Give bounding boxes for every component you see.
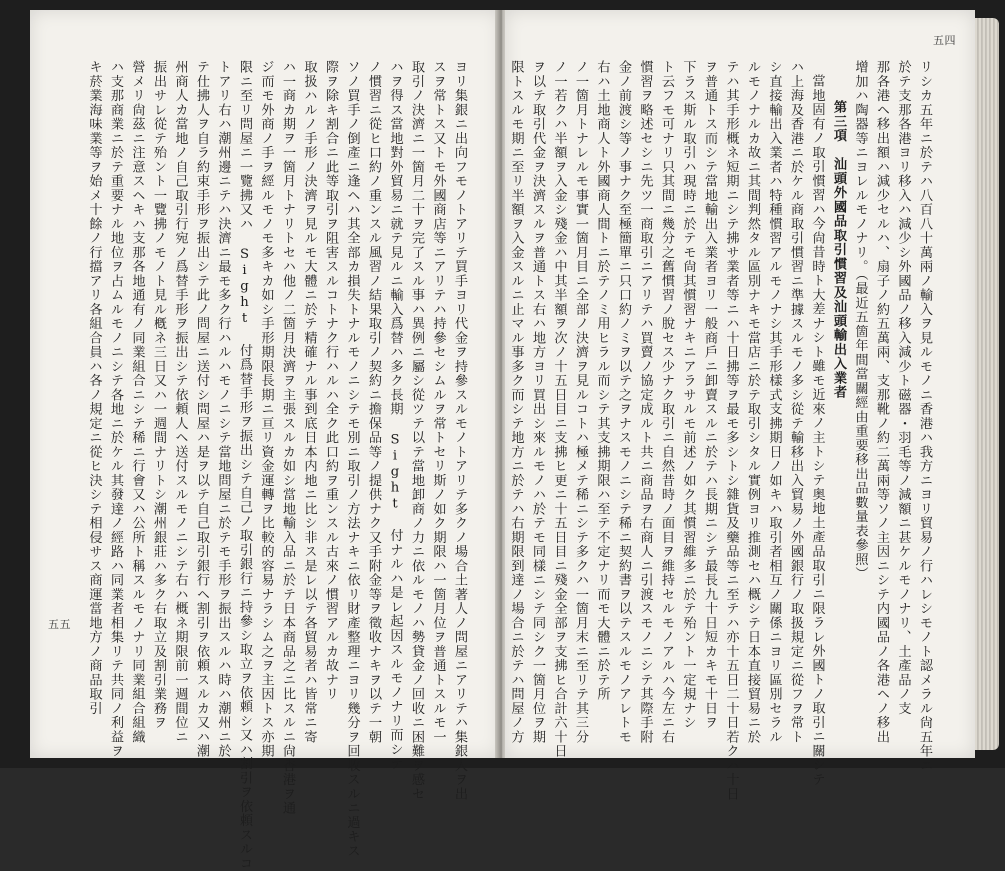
text-line: ジ而モ外商ノ手ヲ經ルモノモ多キカ如シ手形期限長期ニ亘リ資金運轉ヲ比較的容易ナラシム之ヲ主因トス亦期 xyxy=(258,60,274,759)
text-line: 際ヲ除キ割合ニ此等取引ヲ阻害スルコトナク行ハルハ全ク此口約ヲ重ンスル古來ノ慣習アルカ故ナリ xyxy=(323,60,338,702)
right-page-text xyxy=(508,60,935,801)
text-line: 增加ハ陶器等ニヨレルモノナリ。（最近五箇年間當關經由重要移出品數量表參照） xyxy=(852,60,868,581)
text-line: 營メリ尙茲ニ注意スヘキハ支那各地通有ノ同業組合ニシテ稀ニ行會又ハ公所ト稱スルモノナリ同業組合組織 xyxy=(129,60,145,744)
text-line: ハヲ得ス當地對外貿易ニ就テ見ルニ輸入爲替ハ多ク長期 Sight 付ナルハ是レ起因スルモノナリ而シテ xyxy=(387,60,403,771)
left-page xyxy=(30,10,500,871)
text-line: 慣習ヲ略述セシニ先ツ一商取引ニアリテハ買賣ノ協定成ルト共ニ商品ヲ右商人ニ引渡スモノニシテ其際手附 xyxy=(637,60,653,744)
text-line: 於テ支那各港ヨリ移入ハ減少シ外國品ノ移入減少ト磁器・羽毛等ノ減額ニ甚ケルモノナリ、土產品ノ支 xyxy=(895,60,911,716)
text-line: ヲ以テ取引代金ヲ決濟スルヲ普通トス右ハ地方ヨリ買出シ來ルモノハ於テモ同樣ニシテ同シク一箇月位ヲ期 xyxy=(530,60,545,744)
text-line: ヲ普通トス而シテ當地輸出入業者ヨリ一般商戶ニ卸賣スルニ於テハ長期ニシテ最長九十日短カキモ十日ヲ xyxy=(702,60,717,730)
text-line: テハ其手形概ネ短期ニシテ拂サ業者等ニハ十日拂等ヲ最モ多シトシ雜貨及藥品等ニ至テハ亦十五日二十日若クハ十日 xyxy=(723,60,739,801)
text-line: ハ上海及香港ニ於ケル商取引慣習ニ準據スルモノ多シ從テ輸移出入貿易ノ外國銀行ノ取扱規定ニ從フヲ常ト xyxy=(788,60,803,744)
text-line: 那各港ヘ移出額ハ減少セルハ、扇子ノ約五萬兩、支那靴ノ約二萬兩等ソノ主因ニシテ内國品ノ各港ヘノ移出 xyxy=(874,60,889,744)
text-line: ノ一箇月トナレルモ事實一箇月目ニ全部ノ決濟ヲ見ルコトハ極メテ稀ニシテ多クハ一箇月末ニ至リテ其三分 xyxy=(573,60,588,744)
text-line: 金ノ前渡シ等ノ事ナク至極簡單ニ只口約ノミヲ以テ之ヲナスモノニシテ稀ニ契約書ヲ以テスルモノアレトモ xyxy=(616,60,631,744)
text-line: 振出サレ從テ殆ント一覽拂ノモノト見ル槪ネ三日又ハ一週間ナリトシ潮州銀莊ハ多ク右取立及割引業務ヲ xyxy=(151,60,166,730)
text-line: ノ慣習ニ從ヒ口約ノ重ンスル風習ノ結果取引ノ契約ニ擔保品等ノ提供ナク又手附金等ヲ徵收ナキヲ以テ一朝 xyxy=(366,60,381,744)
text-line: 州商人カ當地ノ自己取引行宛ノ爲替手形ヲ振出シテ依頼人ヘ送付スルモノニシテ右ハ概ネ期限前一週間位ニ xyxy=(172,60,188,744)
text-line: ハ一商カ期ヲ一箇月トナリトセハ他ノ二箇月決濟ヲ主張スルカ如シ當地輸入品ニ於テ日本商品之ニ比スルニ尙香港ヲ通 xyxy=(280,60,295,816)
text-line: 限ニ至リ問屋ニ一覽拂又ハ Sight 付爲替手形ヲ振出シテ自己ノ取引銀行ニ持參シ取立ヲ依頼シ又ハ割引ヲ依頼スルコ xyxy=(237,60,252,871)
text-line: 右ハ土地商人ト外國商人間トニ於テノミ用ヒラル而シテ其支拂期限ハ至テ不定ナリ而モ大體ニ於テ所 xyxy=(594,60,610,702)
text-line: テ仕拂人ヲ自ラ約束手形ヲ振出シテ此ノ問屋ニ送付シ問屋ハ是ヲ以テ自己取引銀行ヘ割引ヲ依頼スルカ又ハ潮 xyxy=(194,60,209,759)
text-line: リシカ五年ニ於テハ八百八十萬兩ノ輸入ヲ見ルモノニ香港ハ我方ニヨリ貿易ノ行ハレシモノト認メラル尙五年ニ xyxy=(917,60,932,773)
left-page-number: 五五 xyxy=(48,618,71,631)
text-line: ヨリ集銀ニ出向フモノトアリテ買手ヨリ代金ヲ持參スルモノトアリテ多クノ場合土著人ノ問屋ニアリテハ集銀人ヲ出 xyxy=(452,60,467,801)
text-line: スヲ常トス又トモ外國商店等ニアリテハ持參セシムルヲ常トセリ斯ノ如ク期限ハ一箇月位ヲ普通トスルモ一 xyxy=(430,60,446,744)
text-line: ルモノナルカ故ニ其間判然タル區別ナキモ當店ニ於テ取引シタル實例ヨリ推測セハ概シテ日本直接貿易ニ於 xyxy=(745,60,760,744)
text-line: ノ一若クハ半額ヲ入金シ殘金ハ中其半額ヲ次ノ十五日目ニ支拂ヒ更ニ十五日目ニ殘金全部ヲ支拂ヒ合計六十日 xyxy=(551,60,567,759)
text-line: 當地固有ノ取引慣習ハ今尙昔時ト大差ナシト雖モ近來ノ主トシテ奥地土產品取引ニ限ラレ外國トノ取引ニ關シテ xyxy=(809,74,825,787)
section-heading: 第三項 汕頭外國品取引慣習及汕頭輸出入業者 xyxy=(831,100,846,400)
right-page-number: 五四 xyxy=(933,34,956,47)
text-line: 取扱ハルノ手形ノ決濟ヲ見ルモ大體ニ於テ精確ナル事到底日本内地ニ比シ非ス是レ以テ各貿易者ハ皆常ニ寄 xyxy=(301,60,317,744)
text-line: 限トスルモ期ニ至リ半額ヲ入金スルニ止マル事多ク而シテ地方ニ於テハ右期限到達ノ場合ニ於テハ問屋ノ方 xyxy=(508,60,524,744)
page-edge-stack xyxy=(975,18,999,750)
right-page xyxy=(505,10,975,801)
text-line: ト云フモ可ナリ只其間ニ幾分之舊慣習ノ脫セス少ナク取引ニ自然昔時ノ面目ヲ維持セルモノアルハ今左ニ右 xyxy=(659,60,674,744)
text-line: キ菸業海味業等ヲ始メ十餘ノ行擋アリ各組合員ハ各ノ規定ニ從ヒ決シテ相侵サス商運當地方ノ商品取引 xyxy=(86,60,102,716)
text-line: ソノ買手ノ倒產ニ逢ヘハ其全部カ損失トナルモノニシテモ別ニ取引ノ方法ナキニ依リ財產整理ニヨリ幾分ヲ回收スルニ過キス xyxy=(344,60,360,858)
text-line: 取引ノ決濟ニ一箇月二十ヲ完了スル事ハ異例ニ屬シ從ツテ以テ當地卸商ノ力ニ依ルモノハ勢貸金ノ回收ニ困難ヲ感セ xyxy=(409,60,424,801)
left-page-text xyxy=(78,60,470,871)
text-line: シ直接輸出入業者ハ特種慣習アルモノナシ其手形樣式支拂期日ノ如キハ取引者相互ノ關係ニヨリ區別セラル xyxy=(766,60,782,744)
text-line: 下ラス斯ル取引ハ現時ニ於テモ尙其慣習ナキニアラサルモ前述ノ如ク其慣習維多ニ於テ殆ント一定規ナシ xyxy=(680,60,696,730)
text-line: ハ支那商業ニ於テ重要ナル地位ヲ占ムルモノニシテ各地ニ於ケル其發達ノ經路ハ同業者相集リテ共同ノ利益ヲ xyxy=(108,60,123,759)
text-line: トアリ右ハ潮州邊ニテハ決濟ニ最モ多ク行ハルハモノニシテ當地問屋ニ於テモ手形ヲ振出スルハ時ハ潮州ニ於 xyxy=(215,60,231,759)
